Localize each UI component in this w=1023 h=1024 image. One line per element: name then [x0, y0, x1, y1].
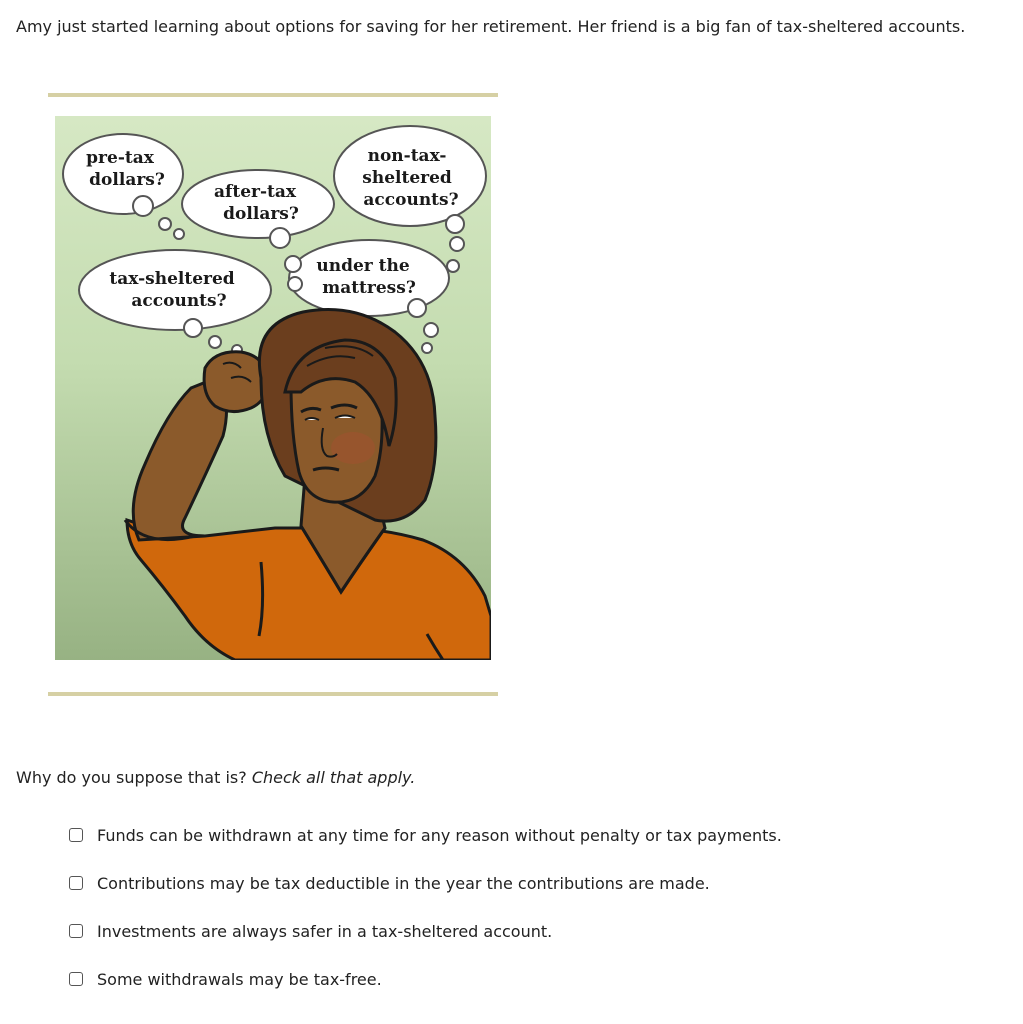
bubble-tax-sheltered-text: tax-sheltered accounts?: [109, 269, 235, 311]
option-label: Contributions may be tax deductible in the year the contributions are made.: [97, 873, 710, 893]
checkbox[interactable]: [69, 876, 83, 890]
question-text: Why do you suppose that is?: [16, 768, 252, 787]
bubble-pre-tax-text: pre-tax dollars?: [86, 148, 165, 190]
checkbox[interactable]: [69, 828, 83, 842]
option-contributions-deductible[interactable]: [69, 871, 710, 895]
option-label: Investments are always safer in a tax-sheltered account.: [97, 921, 553, 941]
option-label: Some withdrawals may be tax-free.: [97, 969, 382, 989]
checkbox[interactable]: [69, 972, 83, 986]
option-label: Funds can be withdrawn at any time for any reason without penalty or tax payments.: [97, 825, 782, 845]
question-prompt: [16, 768, 415, 787]
bottom-divider: [48, 692, 498, 696]
question-instruction: Check all that apply.: [251, 768, 416, 787]
woman-thinking-illustration: [55, 116, 491, 660]
option-investments-safer[interactable]: [69, 919, 552, 943]
bubble-after-tax-text: after-tax dollars?: [214, 182, 299, 224]
checkbox[interactable]: [69, 924, 83, 938]
intro-text: Amy just started learning about options for saving for her retirement. Her friend is a big fan of tax-sheltered accounts.: [16, 17, 966, 36]
bubble-non-tax-sheltered-text: non-tax- sheltered accounts?: [362, 146, 459, 210]
option-withdraw-anytime[interactable]: [69, 823, 782, 847]
top-divider: [48, 93, 498, 97]
bubble-under-mattress-text: under the mattress?: [316, 256, 416, 298]
option-withdrawals-tax-free[interactable]: [69, 967, 382, 991]
